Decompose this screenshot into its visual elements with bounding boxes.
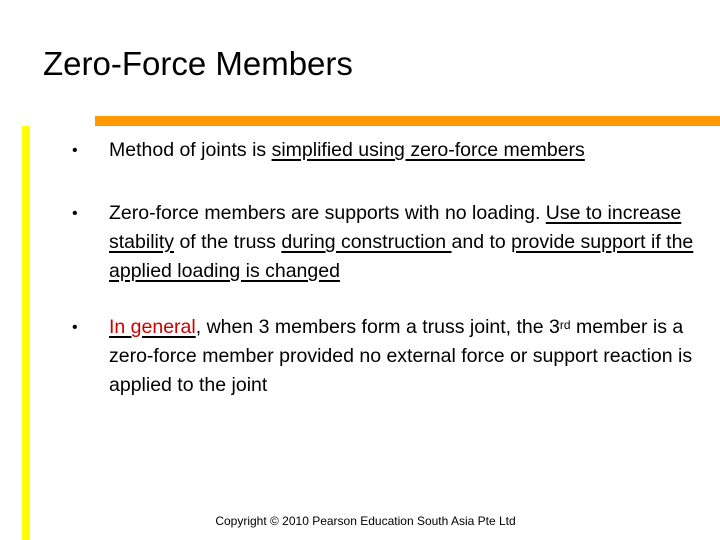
text-segment: , when 3 members form a truss joint, the 3 bbox=[195, 316, 560, 338]
text-segment: Zero-force members are supports with no loading. bbox=[109, 202, 546, 224]
bullet-marker: • bbox=[72, 205, 78, 222]
emphasis-text-segment: In general bbox=[109, 316, 196, 338]
underlined-text-segment: simplified using zero-force members bbox=[271, 139, 585, 161]
underlined-text-segment: Use to increase stability bbox=[109, 202, 682, 253]
copyright-footer: Copyright © 2010 Pearson Education South Asia Pte Ltd bbox=[215, 514, 516, 528]
left-accent-bar bbox=[22, 126, 30, 540]
underlined-text-segment: during construction bbox=[281, 231, 452, 253]
bullet-text bbox=[109, 136, 694, 165]
text-segment: and to bbox=[451, 231, 512, 253]
bullet-text bbox=[109, 199, 694, 286]
bullet-text bbox=[109, 313, 694, 400]
slide-title: Zero-Force Members bbox=[43, 45, 353, 82]
bullet-marker: • bbox=[72, 142, 78, 159]
underlined-text-segment: provide support if the applied loading is changed bbox=[109, 231, 694, 282]
ordinal-superscript: rd bbox=[559, 318, 571, 332]
bullet-marker: • bbox=[72, 319, 78, 336]
text-segment: Method of joints is bbox=[109, 139, 272, 161]
title-underline-bar bbox=[95, 116, 720, 126]
text-segment: of the truss bbox=[174, 231, 282, 253]
text-segment: member is a zero-force member provided no external force or support reaction is applied to the joint bbox=[109, 316, 693, 396]
